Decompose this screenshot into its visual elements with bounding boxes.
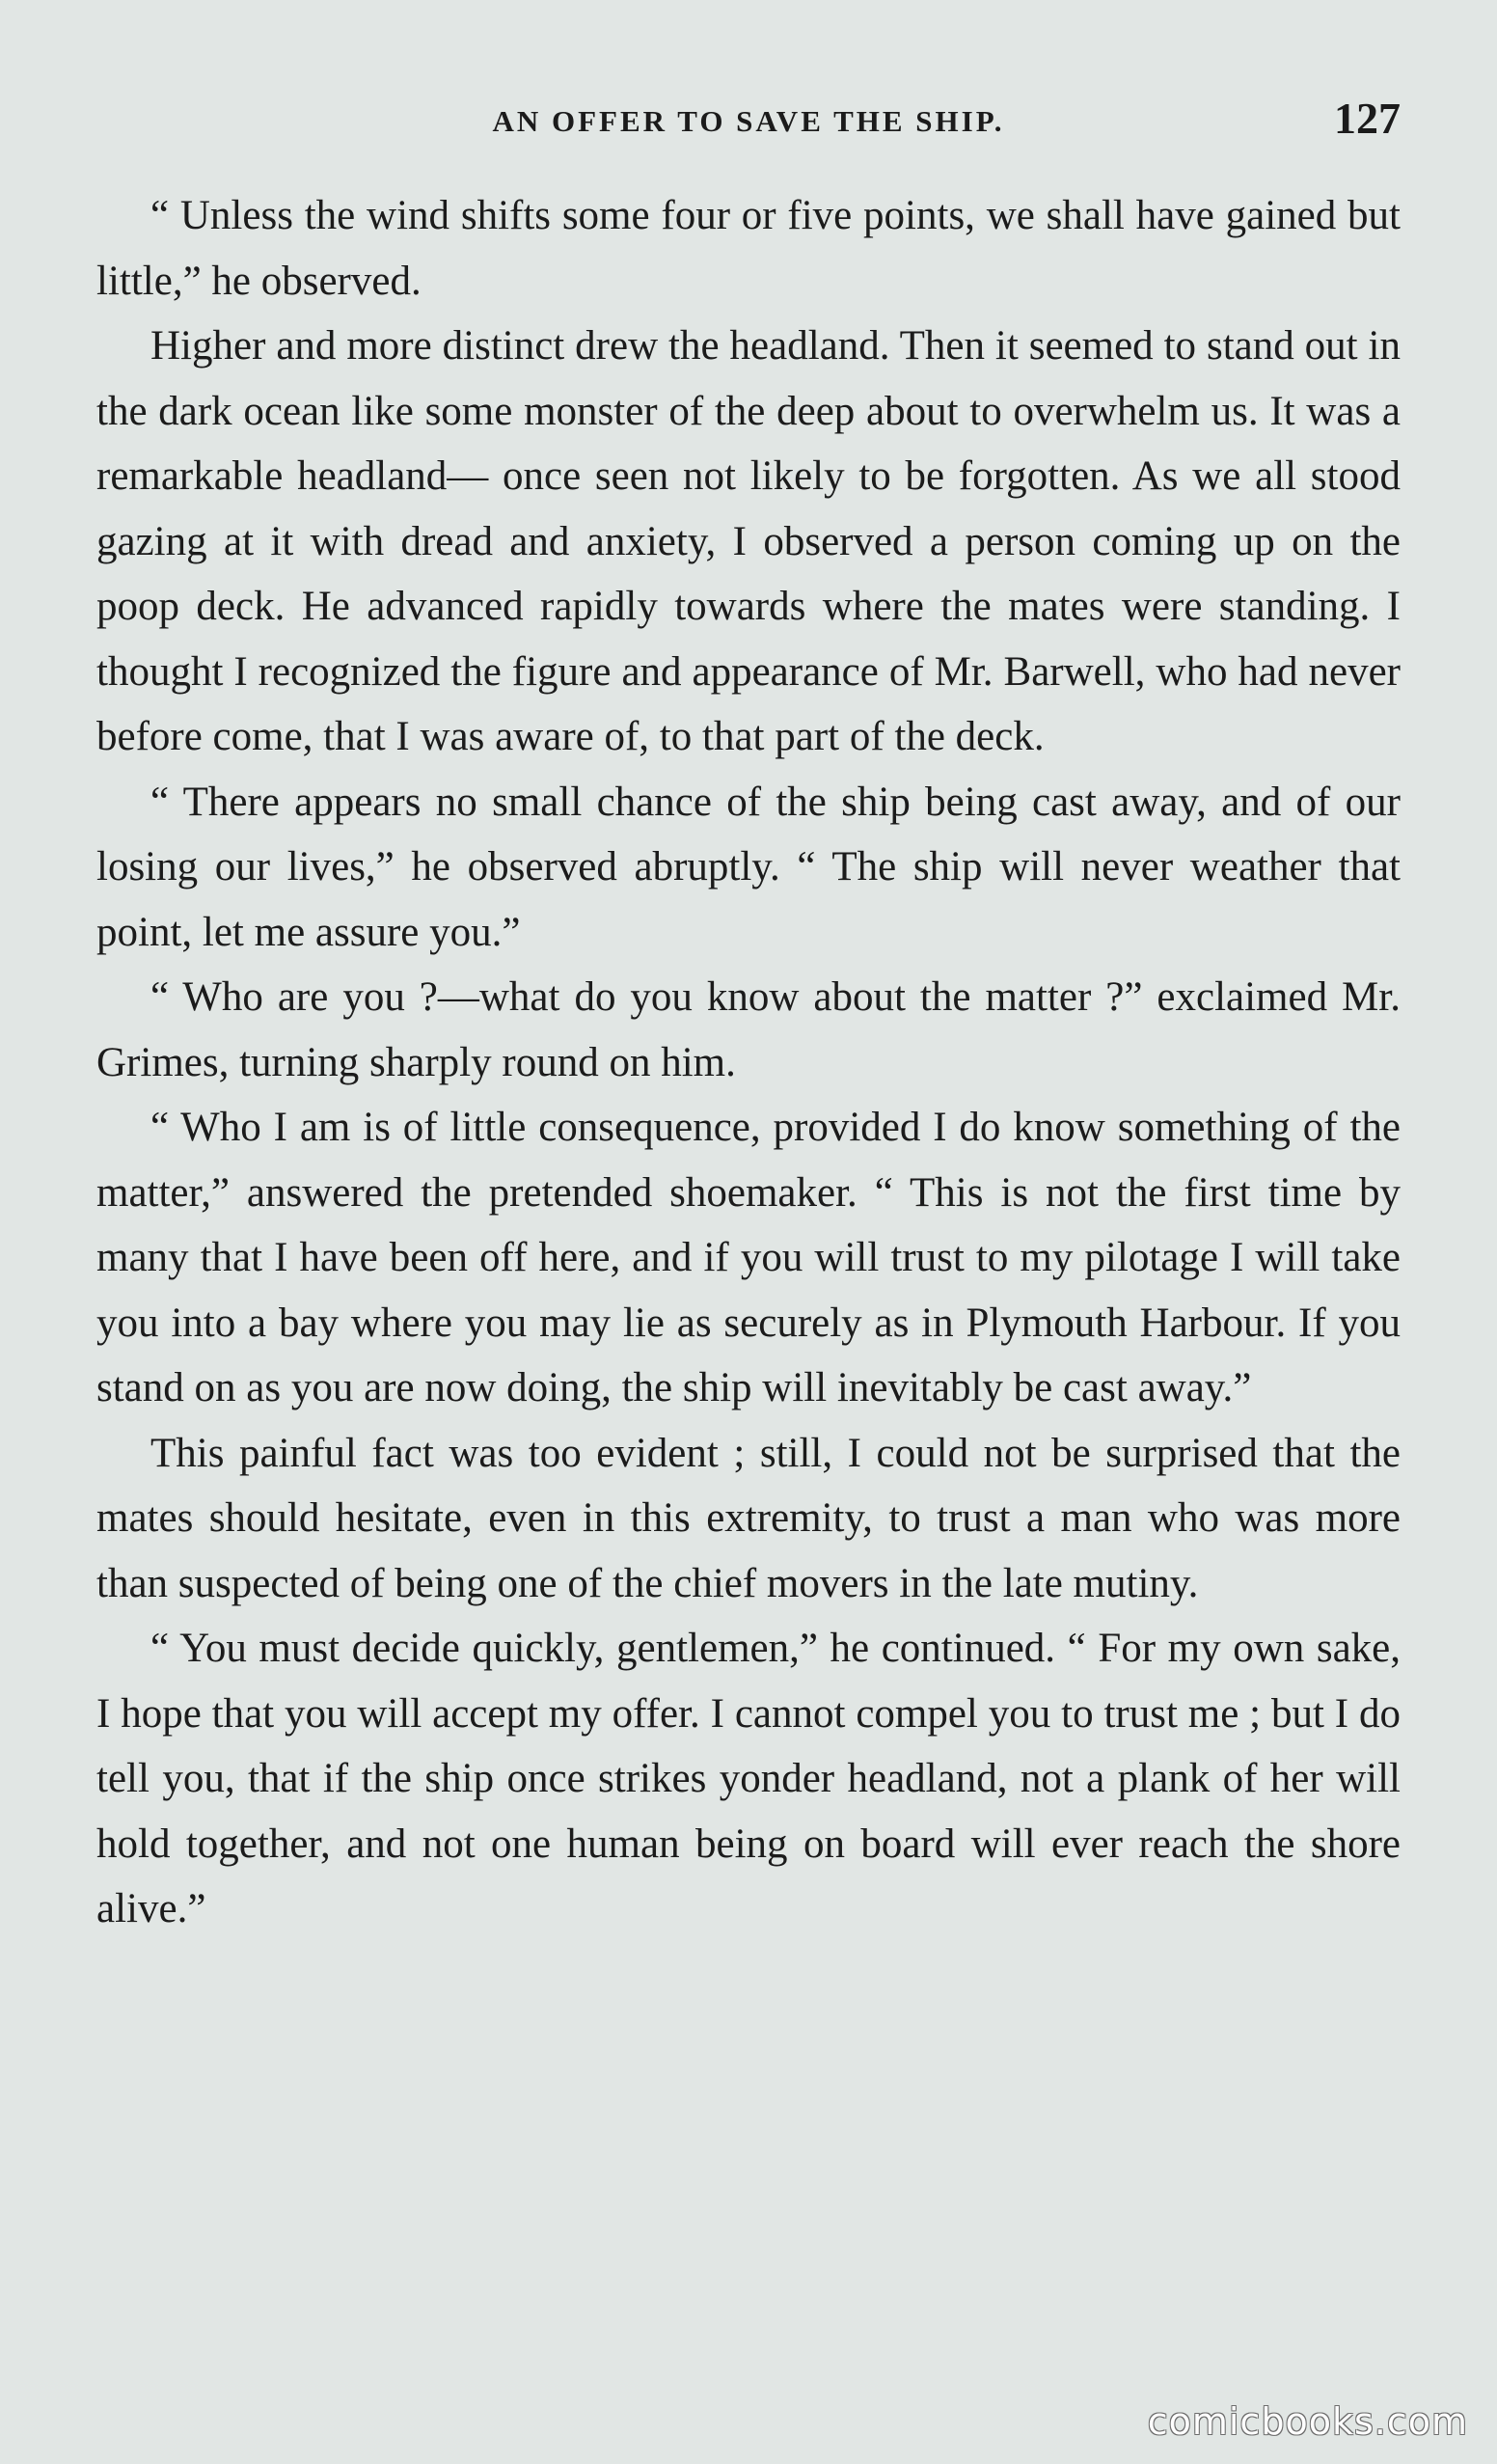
paragraph-2: Higher and more distinct drew the headland. Then it seemed to stand out in the dark ocean like some monster of the deep about to overwhelm us. It was a remarkable headland— once seen not likely to be forgotten. As we all stood gazing at it with dread and anxiety, I observed a person coming up on the poop deck. He advanced rapidly towards where the mates were standing. I thought I recognized the figure and appearance of Mr. Barwell, who had never before come, that I was aware of, to that part of the deck. [96, 323, 1401, 759]
running-title: AN OFFER TO SAVE THE SHIP. [492, 104, 1005, 138]
page-header [96, 93, 1401, 151]
page-number: 127 [1334, 94, 1401, 143]
paragraph-1: “ Unless the wind shifts some four or five points, we shall have gained but little,” he observed. [96, 193, 1401, 304]
paragraph-7: “ You must decide quickly, gentlemen,” he continued. “ For my own sake, I hope that you will accept my offer. I cannot compel you to trust me ; but I do tell you, that if the ship once strikes yonder headland, not a plank of her will hold together, and not one human being on board will ever reach the shore alive.” [96, 1626, 1401, 1931]
paragraph-5: “ Who I am is of little consequence, provided I do know something of the matter,” answered the pretended shoemaker. “ This is not the first time by many that I have been off here, and if you will trust to my pilotage I will take you into a bay where you may lie as securely as in Plymouth Harbour. If you stand on as you are now doing, the ship will inevitably be cast away.” [96, 1105, 1401, 1410]
paragraph-6: This painful fact was too evident ; still, I could not be surprised that the mates should hesitate, even in this extremity, to trust a man who was more than suspected of being one of the chief movers in the late mutiny. [96, 1430, 1401, 1606]
watermark: comicbooks.com [1147, 2400, 1468, 2443]
paragraph-3: “ There appears no small chance of the ship being cast away, and of our losing our lives,” he observed abruptly. “ The ship will never weather that point, let me assure you.” [96, 779, 1401, 955]
body-text [96, 183, 1401, 1942]
paragraph-4: “ Who are you ?—what do you know about the matter ?” exclaimed Mr. Grimes, turning sharply round on him. [96, 974, 1401, 1085]
